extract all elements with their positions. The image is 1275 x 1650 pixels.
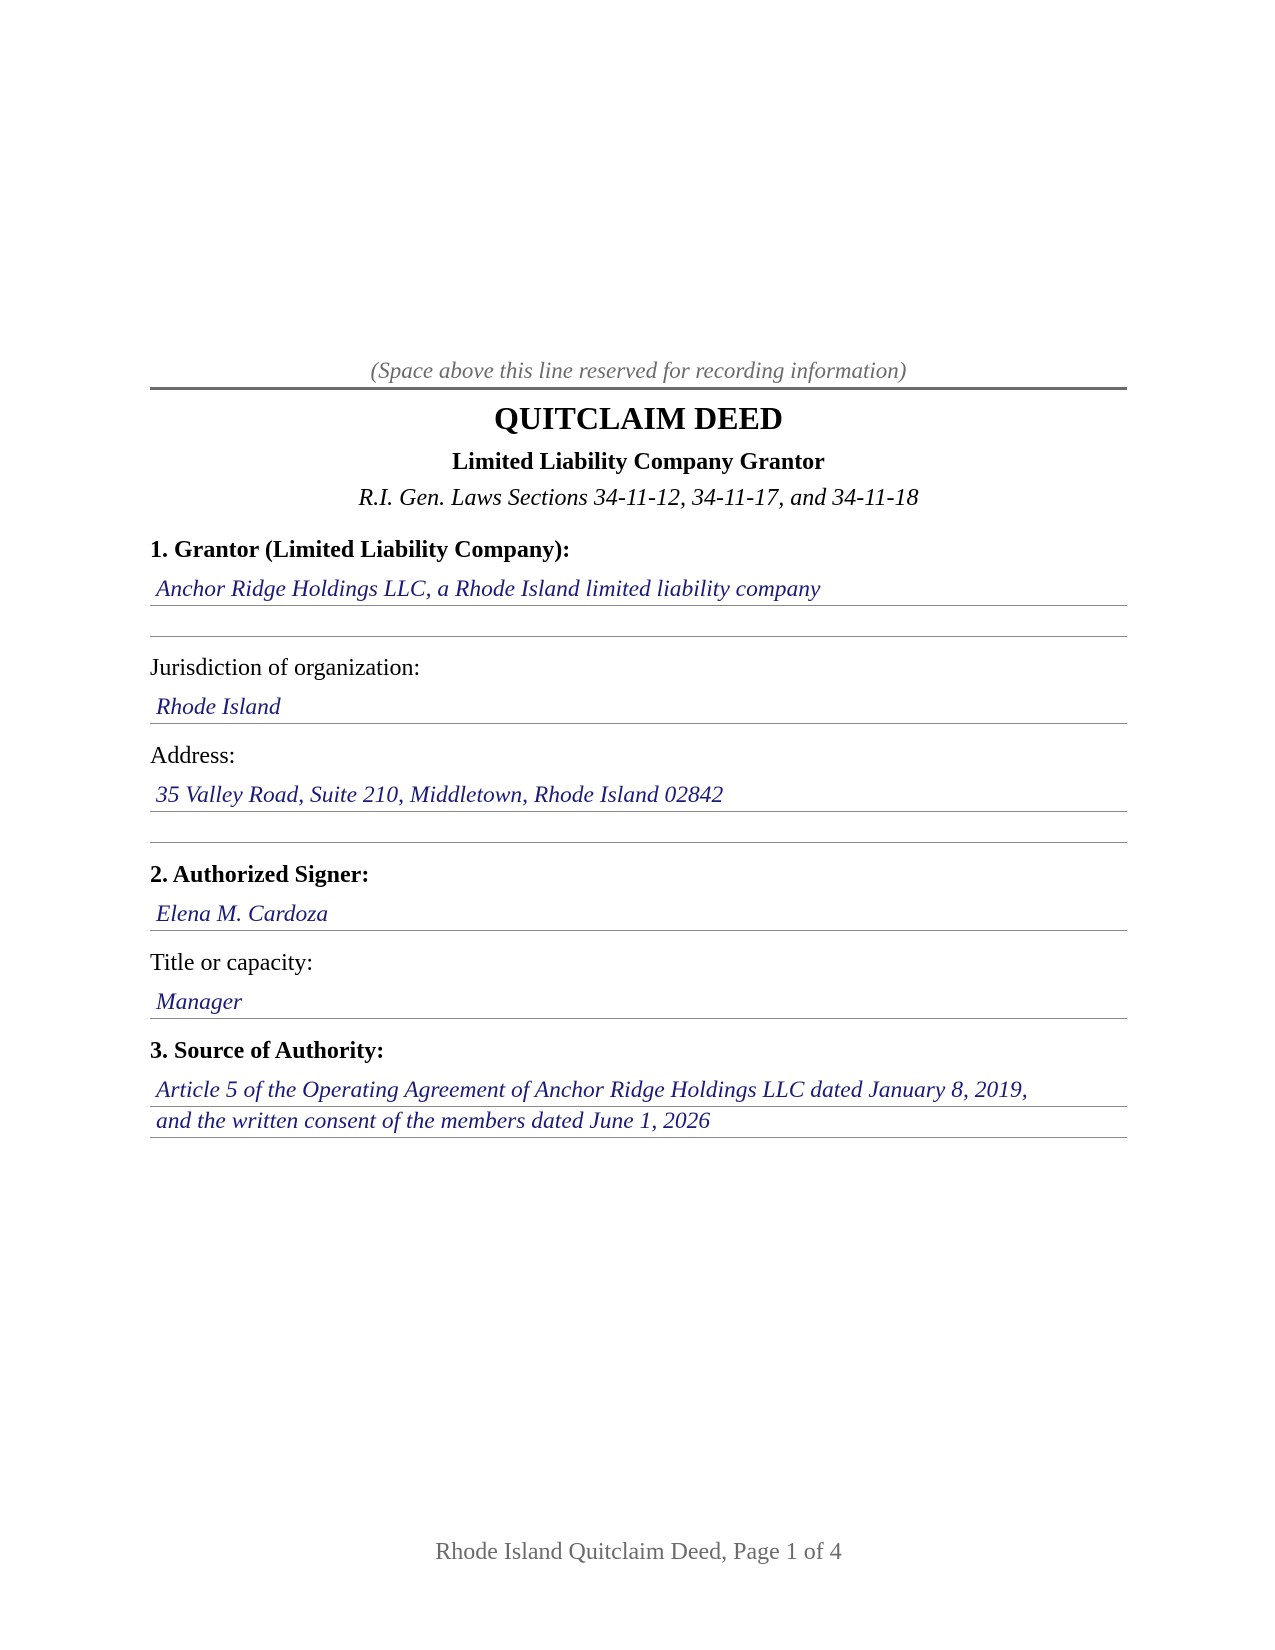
address-label: Address: bbox=[150, 743, 236, 769]
grantor-name-field-line-2[interactable] bbox=[150, 605, 1127, 637]
recording-divider bbox=[150, 387, 1127, 390]
jurisdiction-value: Rhode Island bbox=[156, 694, 281, 720]
statute-citation: R.I. Gen. Laws Sections 34-11-12, 34-11-17, and 34-11-18 bbox=[358, 485, 919, 511]
address-field[interactable] bbox=[150, 780, 1127, 812]
grantor-name-field[interactable] bbox=[150, 574, 1127, 606]
signer-title-value: Manager bbox=[156, 989, 243, 1015]
address-value: 35 Valley Road, Suite 210, Middletown, Rhode Island 02842 bbox=[156, 782, 724, 808]
signer-title-label: Title or capacity: bbox=[150, 950, 314, 976]
deed-page bbox=[150, 0, 1127, 1650]
jurisdiction-field[interactable] bbox=[150, 692, 1127, 724]
document-title: QUITCLAIM DEED bbox=[494, 400, 783, 436]
jurisdiction-label: Jurisdiction of organization: bbox=[150, 655, 421, 681]
authority-value-line-2: and the written consent of the members dated June 1, 2026 bbox=[156, 1108, 711, 1134]
authority-value-line-1: Article 5 of the Operating Agreement of Anchor Ridge Holdings LLC dated January 8, 2019, bbox=[156, 1077, 1028, 1103]
authority-heading: 3. Source of Authority: bbox=[150, 1038, 385, 1064]
grantor-name-value: Anchor Ridge Holdings LLC, a Rhode Island limited liability company bbox=[156, 576, 821, 602]
address-field-line-2[interactable] bbox=[150, 811, 1127, 843]
signer-name-field[interactable] bbox=[150, 899, 1127, 931]
authority-field-line-2[interactable] bbox=[150, 1106, 1127, 1138]
recording-note: (Space above this line reserved for recording information) bbox=[370, 358, 907, 383]
document-subtitle: Limited Liability Company Grantor bbox=[452, 449, 825, 475]
page-footer: Rhode Island Quitclaim Deed, Page 1 of 4 bbox=[435, 1539, 842, 1565]
signer-name-value: Elena M. Cardoza bbox=[156, 901, 329, 927]
signer-heading: 2. Authorized Signer: bbox=[150, 862, 370, 888]
signer-title-field[interactable] bbox=[150, 987, 1127, 1019]
authority-field-line-1[interactable] bbox=[150, 1075, 1127, 1107]
grantor-heading: 1. Grantor (Limited Liability Company): bbox=[150, 537, 571, 563]
